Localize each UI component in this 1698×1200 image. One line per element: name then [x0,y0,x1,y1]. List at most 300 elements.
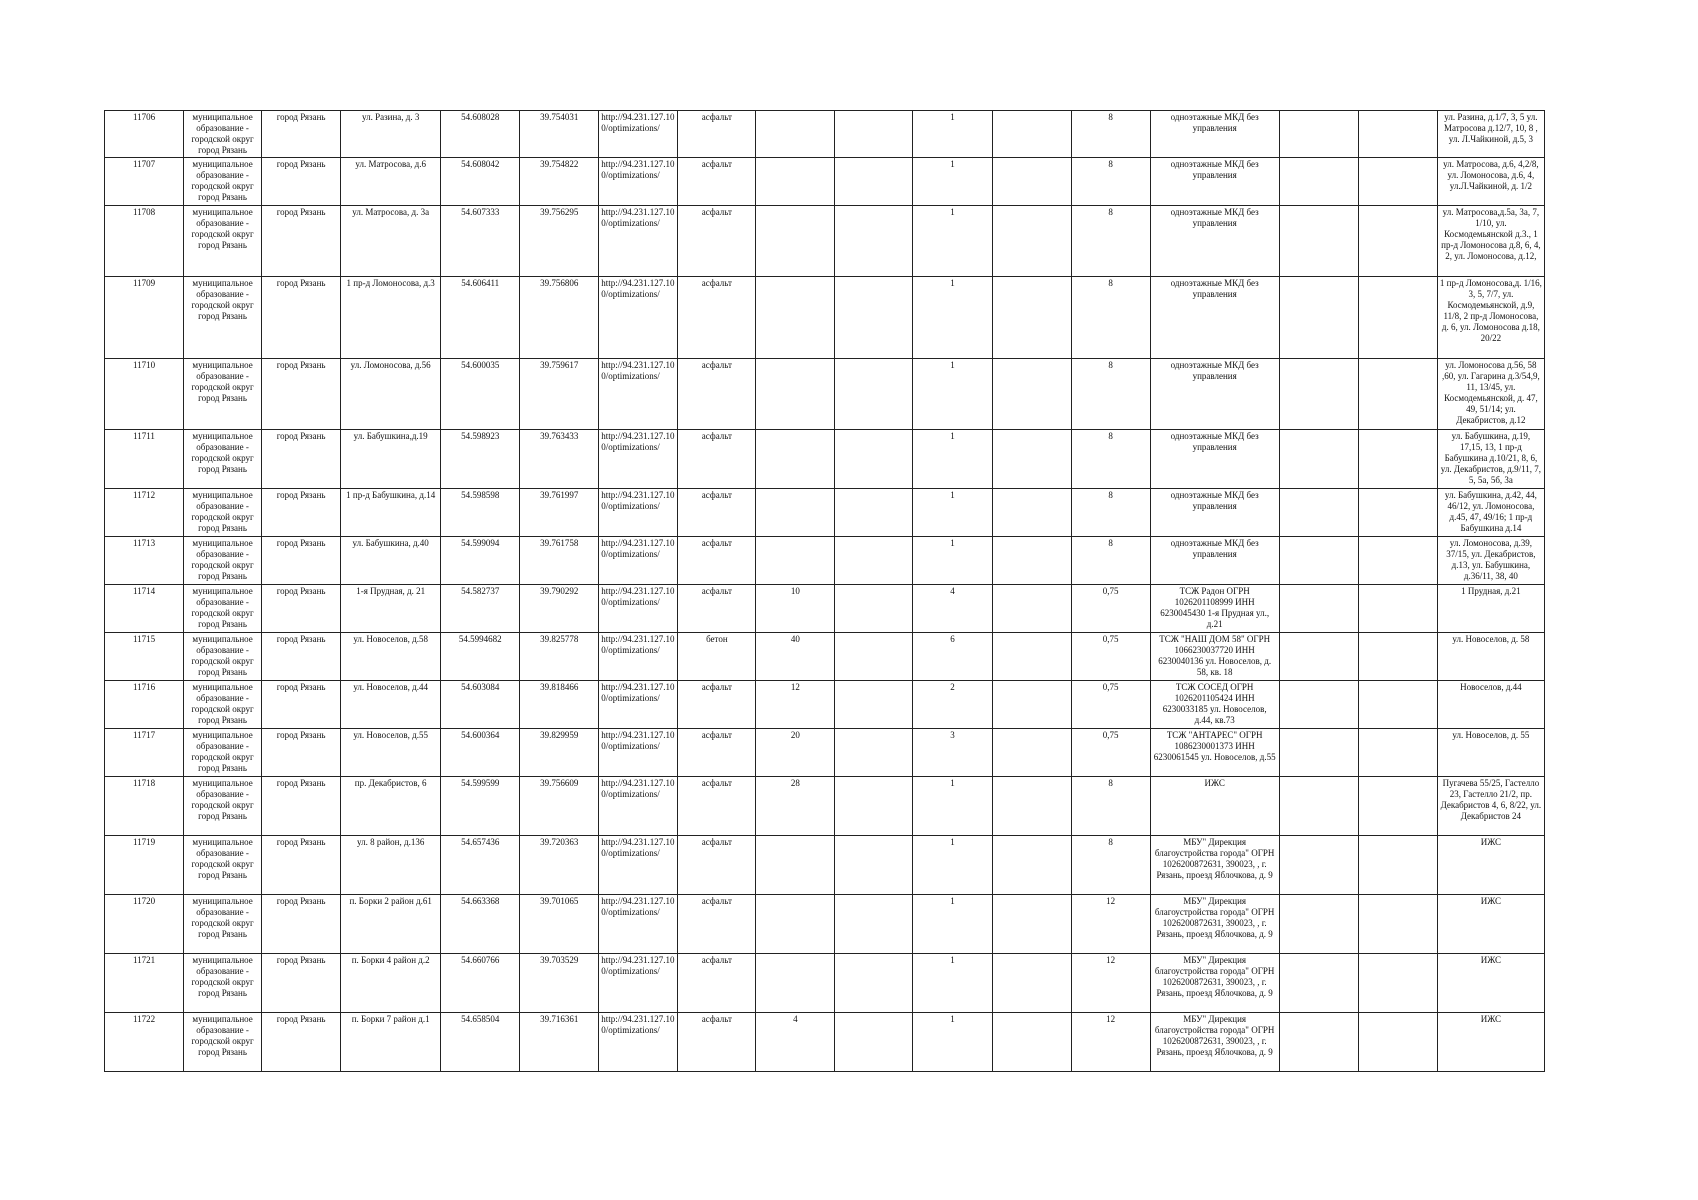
volume-cell: 8 [1071,158,1150,206]
address-cell: ул. Бабушкина,д.19 [341,430,441,489]
city-cell: город Рязань [262,633,341,681]
municipality-cell: муниципальное образование - городской округ город Рязань [184,836,262,895]
municipality-cell: муниципальное образование - городской округ город Рязань [184,681,262,729]
empty-cell-3 [1279,895,1358,954]
url-cell: http://94.231.127.100/optimizations/ [599,954,678,1013]
volume-cell: 8 [1071,206,1150,277]
city-cell: город Рязань [262,430,341,489]
latitude-cell: 54.660766 [441,954,520,1013]
address-cell: 1 пр-д Бабушкина, д.14 [341,489,441,537]
longitude-cell: 39.756295 [520,206,599,277]
latitude-cell: 54.600364 [441,729,520,777]
empty-cell-2 [992,836,1071,895]
city-cell: город Рязань [262,537,341,585]
latitude-cell: 54.603084 [441,681,520,729]
owner-cell: ТСЖ "АНТАРЕС" ОГРН 1086230001373 ИНН 6230061545 ул. Новоселов, д.55 [1150,729,1279,777]
empty-cell-1 [835,489,913,537]
row-id-cell: 11709 [105,277,184,359]
owner-cell: одноэтажные МКД без управления [1150,489,1279,537]
empty-cell-1 [835,359,913,430]
municipality-cell: муниципальное образование - городской округ город Рязань [184,206,262,277]
empty-cell-1 [835,681,913,729]
empty-cell-2 [992,489,1071,537]
row-id-cell: 11706 [105,111,184,158]
surface-cell: асфальт [678,537,756,585]
area-cell: 40 [756,633,835,681]
empty-cell-3 [1279,777,1358,836]
empty-cell-3 [1279,277,1358,359]
empty-cell-2 [992,1013,1071,1072]
area-cell [756,537,835,585]
area-cell [756,111,835,158]
area-cell: 12 [756,681,835,729]
latitude-cell: 54.599094 [441,537,520,585]
city-cell: город Рязань [262,585,341,633]
empty-cell-4 [1358,206,1437,277]
surface-cell: асфальт [678,111,756,158]
empty-cell-3 [1279,359,1358,430]
empty-cell-3 [1279,158,1358,206]
url-cell: http://94.231.127.100/optimizations/ [599,206,678,277]
empty-cell-4 [1358,585,1437,633]
url-cell: http://94.231.127.100/optimizations/ [599,633,678,681]
volume-cell: 8 [1071,430,1150,489]
row-id-cell: 11713 [105,537,184,585]
volume-cell: 8 [1071,489,1150,537]
area-cell: 20 [756,729,835,777]
longitude-cell: 39.825778 [520,633,599,681]
empty-cell-2 [992,777,1071,836]
owner-cell: ТСЖ СОСЕД ОГРН 1026201105424 ИНН 6230033185 ул. Новоселов, д.44, кв.73 [1150,681,1279,729]
served-addresses-cell: ул. Матросова, д.6, 4,2/8, ул. Ломоносова, д.6, 4, ул.Л.Чайкиной, д. 1/2 [1437,158,1544,206]
owner-cell: одноэтажные МКД без управления [1150,206,1279,277]
empty-cell-4 [1358,777,1437,836]
empty-cell-1 [835,777,913,836]
empty-cell-4 [1358,359,1437,430]
empty-cell-1 [835,277,913,359]
address-cell: ул. Бабушкина, д.40 [341,537,441,585]
municipality-cell: муниципальное образование - городской округ город Рязань [184,777,262,836]
empty-cell-1 [835,633,913,681]
table-body [105,111,1545,1072]
surface-cell: бетон [678,633,756,681]
city-cell: город Рязань [262,895,341,954]
city-cell: город Рязань [262,954,341,1013]
address-cell: ул. Новоселов, д.55 [341,729,441,777]
latitude-cell: 54.608042 [441,158,520,206]
url-cell: http://94.231.127.100/optimizations/ [599,836,678,895]
empty-cell-4 [1358,681,1437,729]
surface-cell: асфальт [678,206,756,277]
municipality-cell: муниципальное образование - городской округ город Рязань [184,585,262,633]
empty-cell-4 [1358,430,1437,489]
city-cell: город Рязань [262,729,341,777]
container-count-cell: 1 [913,489,992,537]
container-count-cell: 3 [913,729,992,777]
address-cell: ул. Матросова, д. 3а [341,206,441,277]
area-cell [756,895,835,954]
row-id-cell: 11712 [105,489,184,537]
empty-cell-4 [1358,489,1437,537]
area-cell: 10 [756,585,835,633]
surface-cell: асфальт [678,777,756,836]
container-count-cell: 1 [913,895,992,954]
waste-sites-table [104,110,1545,1072]
city-cell: город Рязань [262,111,341,158]
address-cell: п. Борки 7 район д.1 [341,1013,441,1072]
surface-cell: асфальт [678,359,756,430]
url-cell: http://94.231.127.100/optimizations/ [599,489,678,537]
area-cell [756,206,835,277]
address-cell: ул. Разина, д. 3 [341,111,441,158]
served-addresses-cell: ул. Ломоносова д.56, 58 ,60, ул. Гагарина д.3/54,9, 11, 13/45, ул. Космодемьянской, д. 47, 49, 51/14; ул. Декабристов, д.12 [1437,359,1544,430]
empty-cell-2 [992,537,1071,585]
container-count-cell: 1 [913,537,992,585]
surface-cell: асфальт [678,681,756,729]
table-row [105,895,1545,954]
row-id-cell: 11710 [105,359,184,430]
latitude-cell: 54.657436 [441,836,520,895]
municipality-cell: муниципальное образование - городской округ город Рязань [184,954,262,1013]
municipality-cell: муниципальное образование - городской округ город Рязань [184,489,262,537]
container-count-cell: 1 [913,1013,992,1072]
container-count-cell: 1 [913,206,992,277]
row-id-cell: 11716 [105,681,184,729]
url-cell: http://94.231.127.100/optimizations/ [599,158,678,206]
area-cell [756,359,835,430]
city-cell: город Рязань [262,681,341,729]
latitude-cell: 54.598923 [441,430,520,489]
municipality-cell: муниципальное образование - городской округ город Рязань [184,537,262,585]
table-row [105,777,1545,836]
row-id-cell: 11721 [105,954,184,1013]
city-cell: город Рязань [262,158,341,206]
served-addresses-cell: 1 Прудная, д.21 [1437,585,1544,633]
owner-cell: МБУ" Дирекция благоустройства города" ОГРН 1026200872631, 390023, , г. Рязань, проезд Яблочкова, д. 9 [1150,836,1279,895]
url-cell: http://94.231.127.100/optimizations/ [599,111,678,158]
surface-cell: асфальт [678,277,756,359]
container-count-cell: 6 [913,633,992,681]
empty-cell-2 [992,729,1071,777]
longitude-cell: 39.703529 [520,954,599,1013]
empty-cell-4 [1358,158,1437,206]
city-cell: город Рязань [262,836,341,895]
url-cell: http://94.231.127.100/optimizations/ [599,681,678,729]
served-addresses-cell: ул. Матросова,д.5а, 3а, 7, 1/10, ул. Космодемьянской д.3., 1 пр-д Ломоносова д.8, 6, 4, 2, ул. Ломоносова, д.12, [1437,206,1544,277]
owner-cell: МБУ" Дирекция благоустройства города" ОГРН 1026200872631, 390023, , г. Рязань, проезд Яблочкова, д. 9 [1150,954,1279,1013]
longitude-cell: 39.756806 [520,277,599,359]
municipality-cell: муниципальное образование - городской округ город Рязань [184,1013,262,1072]
empty-cell-1 [835,895,913,954]
container-count-cell: 1 [913,158,992,206]
row-id-cell: 11715 [105,633,184,681]
served-addresses-cell: 1 пр-д Ломоносова,д. 1/16, 3, 5, 7/7, ул. Космодемьянской, д.9, 11/8, 2 пр-д Ломоносова, д. 6, ул. Ломоносова д.18, 20/22 [1437,277,1544,359]
empty-cell-2 [992,206,1071,277]
empty-cell-3 [1279,836,1358,895]
surface-cell: асфальт [678,836,756,895]
address-cell: 1 пр-д Ломоносова, д.3 [341,277,441,359]
row-id-cell: 11708 [105,206,184,277]
table-row [105,954,1545,1013]
empty-cell-1 [835,954,913,1013]
served-addresses-cell: ИЖС [1437,895,1544,954]
municipality-cell: муниципальное образование - городской округ город Рязань [184,895,262,954]
area-cell [756,277,835,359]
surface-cell: асфальт [678,895,756,954]
container-count-cell: 1 [913,277,992,359]
container-count-cell: 1 [913,359,992,430]
table-row [105,489,1545,537]
empty-cell-3 [1279,681,1358,729]
empty-cell-1 [835,430,913,489]
volume-cell: 8 [1071,359,1150,430]
surface-cell: асфальт [678,954,756,1013]
address-cell: ул. Новоселов, д.44 [341,681,441,729]
table-row [105,359,1545,430]
address-cell: п. Борки 4 район д.2 [341,954,441,1013]
latitude-cell: 54.607333 [441,206,520,277]
address-cell: 1-я Прудная, д. 21 [341,585,441,633]
municipality-cell: муниципальное образование - городской округ город Рязань [184,359,262,430]
url-cell: http://94.231.127.100/optimizations/ [599,777,678,836]
row-id-cell: 11711 [105,430,184,489]
owner-cell: одноэтажные МКД без управления [1150,537,1279,585]
empty-cell-2 [992,430,1071,489]
served-addresses-cell: ИЖС [1437,836,1544,895]
surface-cell: асфальт [678,729,756,777]
table-row [105,158,1545,206]
surface-cell: асфальт [678,585,756,633]
table-row [105,681,1545,729]
empty-cell-1 [835,537,913,585]
empty-cell-1 [835,111,913,158]
container-count-cell: 1 [913,777,992,836]
table-row [105,430,1545,489]
table-row [105,633,1545,681]
owner-cell: ТСЖ Радон ОГРН 1026201108999 ИНН 6230045430 1-я Прудная ул., д.21 [1150,585,1279,633]
empty-cell-3 [1279,729,1358,777]
area-cell [756,954,835,1013]
table-row [105,1013,1545,1072]
latitude-cell: 54.582737 [441,585,520,633]
served-addresses-cell: ИЖС [1437,1013,1544,1072]
city-cell: город Рязань [262,206,341,277]
volume-cell: 8 [1071,537,1150,585]
empty-cell-3 [1279,206,1358,277]
empty-cell-4 [1358,895,1437,954]
container-count-cell: 1 [913,430,992,489]
row-id-cell: 11717 [105,729,184,777]
address-cell: п. Борки 2 район д.61 [341,895,441,954]
address-cell: ул. 8 район, д.136 [341,836,441,895]
empty-cell-4 [1358,954,1437,1013]
empty-cell-1 [835,585,913,633]
url-cell: http://94.231.127.100/optimizations/ [599,430,678,489]
area-cell [756,158,835,206]
empty-cell-4 [1358,729,1437,777]
row-id-cell: 11714 [105,585,184,633]
municipality-cell: муниципальное образование - городской округ город Рязань [184,158,262,206]
empty-cell-4 [1358,111,1437,158]
surface-cell: асфальт [678,489,756,537]
empty-cell-2 [992,158,1071,206]
empty-cell-2 [992,954,1071,1013]
owner-cell: одноэтажные МКД без управления [1150,277,1279,359]
longitude-cell: 39.761758 [520,537,599,585]
address-cell: ул. Новоселов, д.58 [341,633,441,681]
empty-cell-2 [992,681,1071,729]
longitude-cell: 39.754031 [520,111,599,158]
table-row [105,729,1545,777]
empty-cell-3 [1279,537,1358,585]
municipality-cell: муниципальное образование - городской округ город Рязань [184,633,262,681]
empty-cell-1 [835,1013,913,1072]
table-row [105,277,1545,359]
latitude-cell: 54.606411 [441,277,520,359]
longitude-cell: 39.720363 [520,836,599,895]
city-cell: город Рязань [262,277,341,359]
empty-cell-4 [1358,277,1437,359]
volume-cell: 12 [1071,1013,1150,1072]
row-id-cell: 11718 [105,777,184,836]
latitude-cell: 54.663368 [441,895,520,954]
owner-cell: одноэтажные МКД без управления [1150,111,1279,158]
city-cell: город Рязань [262,1013,341,1072]
owner-cell: одноэтажные МКД без управления [1150,359,1279,430]
served-addresses-cell: ул. Бабушкина, д.19, 17,15, 13, 1 пр-д Бабушкина д.10/21, 8, 6, ул. Декабристов, д.9/11, 7, 5, 5а, 5б, 3а [1437,430,1544,489]
longitude-cell: 39.818466 [520,681,599,729]
address-cell: ул. Матросова, д.6 [341,158,441,206]
served-addresses-cell: ул. Новоселов, д. 58 [1437,633,1544,681]
empty-cell-3 [1279,585,1358,633]
container-count-cell: 1 [913,111,992,158]
table-row [105,585,1545,633]
url-cell: http://94.231.127.100/optimizations/ [599,895,678,954]
longitude-cell: 39.716361 [520,1013,599,1072]
owner-cell: ТСЖ "НАШ ДОМ 58" ОГРН 1066230037720 ИНН 6230040136 ул. Новоселов, д. 58, кв. 18 [1150,633,1279,681]
served-addresses-cell: ИЖС [1437,954,1544,1013]
city-cell: город Рязань [262,777,341,836]
empty-cell-4 [1358,537,1437,585]
empty-cell-3 [1279,954,1358,1013]
owner-cell: ИЖС [1150,777,1279,836]
longitude-cell: 39.754822 [520,158,599,206]
volume-cell: 0,75 [1071,681,1150,729]
volume-cell: 0,75 [1071,633,1150,681]
empty-cell-3 [1279,430,1358,489]
empty-cell-2 [992,585,1071,633]
area-cell [756,836,835,895]
area-cell [756,430,835,489]
row-id-cell: 11720 [105,895,184,954]
empty-cell-2 [992,633,1071,681]
volume-cell: 8 [1071,777,1150,836]
longitude-cell: 39.701065 [520,895,599,954]
container-count-cell: 2 [913,681,992,729]
empty-cell-2 [992,277,1071,359]
served-addresses-cell: ул. Ломоносова, д.39, 37/15, ул. Декабристов, д.13, ул. Бабушкина, д.36/11, 38, 40 [1437,537,1544,585]
empty-cell-4 [1358,1013,1437,1072]
url-cell: http://94.231.127.100/optimizations/ [599,585,678,633]
container-count-cell: 1 [913,836,992,895]
surface-cell: асфальт [678,158,756,206]
empty-cell-3 [1279,111,1358,158]
surface-cell: асфальт [678,1013,756,1072]
url-cell: http://94.231.127.100/optimizations/ [599,1013,678,1072]
municipality-cell: муниципальное образование - городской округ город Рязань [184,277,262,359]
empty-cell-2 [992,895,1071,954]
latitude-cell: 54.599599 [441,777,520,836]
url-cell: http://94.231.127.100/optimizations/ [599,277,678,359]
longitude-cell: 39.759617 [520,359,599,430]
latitude-cell: 54.608028 [441,111,520,158]
volume-cell: 8 [1071,111,1150,158]
served-addresses-cell: Новоселов, д.44 [1437,681,1544,729]
url-cell: http://94.231.127.100/optimizations/ [599,729,678,777]
longitude-cell: 39.763433 [520,430,599,489]
empty-cell-4 [1358,633,1437,681]
container-count-cell: 4 [913,585,992,633]
area-cell: 28 [756,777,835,836]
municipality-cell: муниципальное образование - городской округ город Рязань [184,729,262,777]
municipality-cell: муниципальное образование - городской округ город Рязань [184,430,262,489]
longitude-cell: 39.829959 [520,729,599,777]
empty-cell-1 [835,158,913,206]
owner-cell: МБУ" Дирекция благоустройства города" ОГРН 1026200872631, 390023, , г. Рязань, проезд Яблочкова, д. 9 [1150,895,1279,954]
table-row [105,111,1545,158]
address-cell: ул. Ломоносова, д.56 [341,359,441,430]
surface-cell: асфальт [678,430,756,489]
empty-cell-3 [1279,489,1358,537]
volume-cell: 12 [1071,895,1150,954]
registry-sheet [104,110,1545,1072]
served-addresses-cell: ул. Новоселов, д. 55 [1437,729,1544,777]
row-id-cell: 11722 [105,1013,184,1072]
empty-cell-2 [992,111,1071,158]
table-row [105,537,1545,585]
empty-cell-2 [992,359,1071,430]
served-addresses-cell: ул. Разина, д.1/7, 3, 5 ул. Матросова д.12/7, 10, 8 , ул. Л.Чайкиной, д.5, 3 [1437,111,1544,158]
table-row [105,836,1545,895]
area-cell: 4 [756,1013,835,1072]
url-cell: http://94.231.127.100/optimizations/ [599,537,678,585]
served-addresses-cell: Пугачева 55/25, Гастелло 23, Гастелло 21/2, пр. Декабристов 4, 6, 8/22, ул. Декабристов 24 [1437,777,1544,836]
row-id-cell: 11719 [105,836,184,895]
container-count-cell: 1 [913,954,992,1013]
empty-cell-1 [835,729,913,777]
volume-cell: 0,75 [1071,585,1150,633]
municipality-cell: муниципальное образование - городской округ город Рязань [184,111,262,158]
latitude-cell: 54.658504 [441,1013,520,1072]
empty-cell-4 [1358,836,1437,895]
url-cell: http://94.231.127.100/optimizations/ [599,359,678,430]
owner-cell: одноэтажные МКД без управления [1150,158,1279,206]
empty-cell-1 [835,206,913,277]
empty-cell-1 [835,836,913,895]
latitude-cell: 54.600035 [441,359,520,430]
table-row [105,206,1545,277]
volume-cell: 8 [1071,836,1150,895]
served-addresses-cell: ул. Бабушкина, д.42, 44, 46/12, ул. Ломоносова, д.45, 47, 49/16; 1 пр-д Бабушкина д.14 [1437,489,1544,537]
city-cell: город Рязань [262,489,341,537]
area-cell [756,489,835,537]
empty-cell-3 [1279,633,1358,681]
owner-cell: МБУ" Дирекция благоустройства города" ОГРН 1026200872631, 390023, , г. Рязань, проезд Яблочкова, д. 9 [1150,1013,1279,1072]
owner-cell: одноэтажные МКД без управления [1150,430,1279,489]
longitude-cell: 39.761997 [520,489,599,537]
empty-cell-3 [1279,1013,1358,1072]
volume-cell: 12 [1071,954,1150,1013]
